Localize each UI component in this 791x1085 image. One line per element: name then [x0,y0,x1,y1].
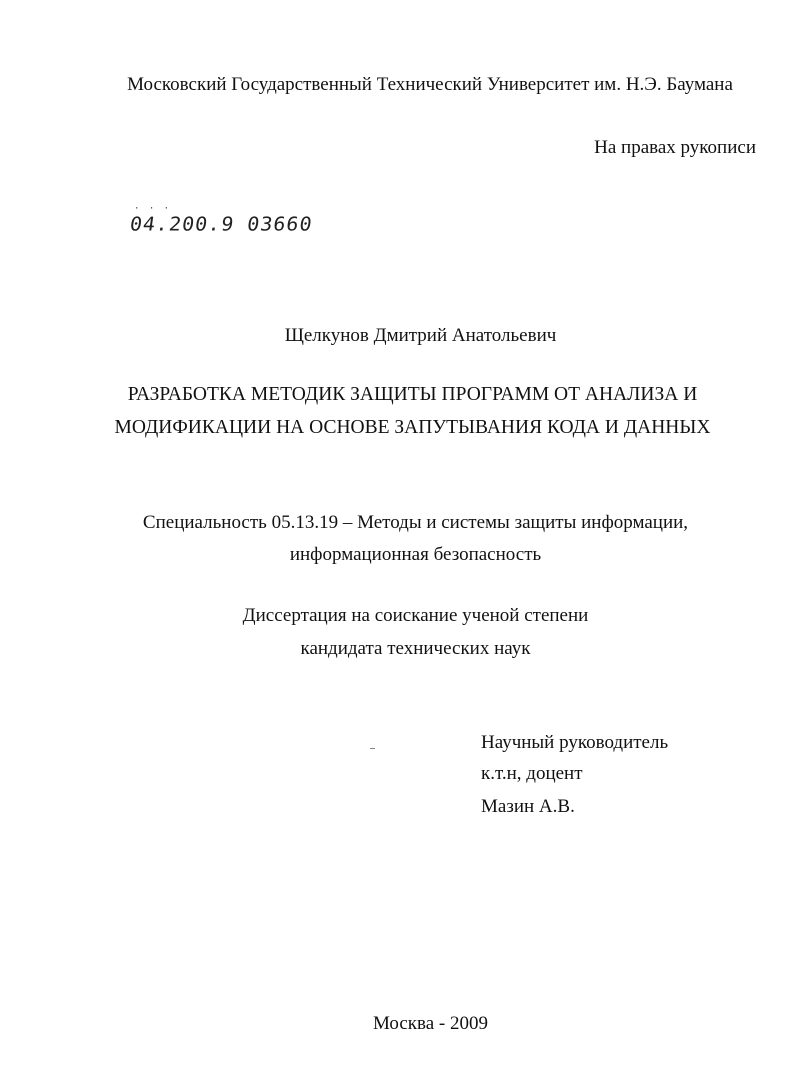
specialty-line-2: информационная безопасность [289,544,542,565]
thesis-title-line-1: РАЗРАБОТКА МЕТОДИК ЗАЩИТЫ ПРОГРАММ ОТ АНАЛИЗА И [127,384,698,405]
advisor-rank: к.т.н, доцент [481,763,583,784]
university-name: Московский Государственный Технический Университет им. Н.Э. Баумана [127,74,733,95]
degree-line-2: кандидата технических наук [300,638,531,659]
specialty-line-1: Специальность 05.13.19 – Методы и системы защиты информации, [142,512,689,533]
thesis-title-line-2: МОДИФИКАЦИИ НА ОСНОВЕ ЗАПУТЫВАНИЯ КОДА И ДАННЫХ [114,417,711,438]
manuscript-rights-note: На правах рукописи [594,137,756,158]
degree-line-1: Диссертация на соискание ученой степени [242,605,589,626]
city-year: Москва - 2009 [372,1013,489,1034]
stamp-marks: · · · [134,204,172,214]
scan-speck [370,748,375,749]
advisor-name: Мазин А.В. [481,796,575,817]
advisor-label: Научный руководитель [481,732,669,753]
author-name: Щелкунов Дмитрий Анатольевич [284,325,557,346]
registration-stamp: 04.200.9 03660 [128,212,315,236]
